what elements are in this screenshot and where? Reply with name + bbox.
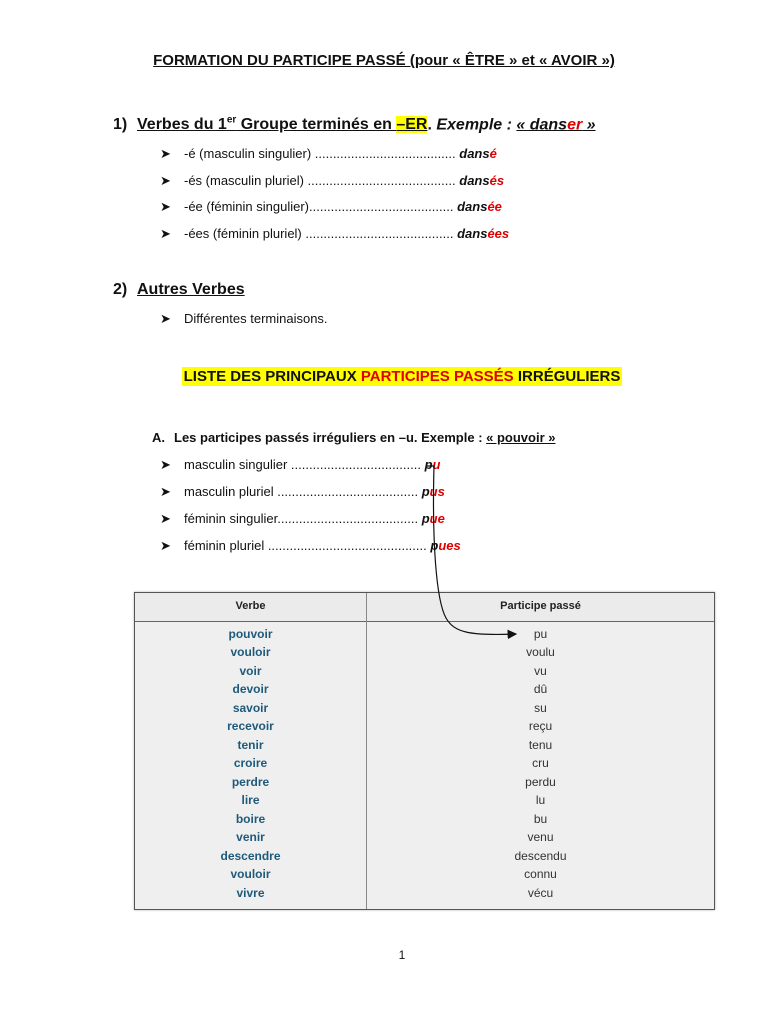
arrowhead-bullet-icon: ➤ xyxy=(160,457,171,472)
bullet-text: masculin pluriel ....................................... xyxy=(184,484,419,499)
answer-stem: p xyxy=(430,538,439,553)
answer-stem: dans xyxy=(457,226,488,241)
verb-cell: venir xyxy=(236,830,265,844)
answer-ending: us xyxy=(429,484,445,499)
section-1-example-close: » xyxy=(582,116,596,134)
participle-cell: vu xyxy=(534,664,547,678)
bullet-text: masculin singulier .................................... xyxy=(184,457,421,472)
table-header-participe: Participe passé xyxy=(500,600,581,612)
table-header-verbe: Verbe xyxy=(235,600,266,612)
answer-stem: p xyxy=(424,457,433,472)
section-1-dot: . xyxy=(427,116,432,134)
participle-cell: descendu xyxy=(514,849,567,863)
page-number: 1 xyxy=(398,948,406,962)
bullet-text: -és (masculin pluriel) ......................................... xyxy=(184,173,456,188)
answer-stem: p xyxy=(421,484,430,499)
answer-ending: u xyxy=(432,457,441,472)
verb-cell: savoir xyxy=(232,701,269,715)
verb-cell: descendre xyxy=(220,849,281,863)
answer-stem: dans xyxy=(457,199,488,214)
section-1-superscript: er xyxy=(226,115,237,126)
arrowhead-bullet-icon: ➤ xyxy=(160,173,171,188)
participle-cell: vécu xyxy=(527,886,554,900)
verb-cell: vouloir xyxy=(230,867,271,881)
verb-cell: perdre xyxy=(231,775,270,789)
section-1-label: Verbes du 1 xyxy=(137,116,227,134)
bullet-text: -é (masculin singulier) ....................................... xyxy=(184,146,456,161)
answer-ending: és xyxy=(489,173,505,188)
section-1-example-ending: er xyxy=(567,116,583,134)
arrowhead-bullet-icon: ➤ xyxy=(160,199,171,214)
arrowhead-bullet-icon: ➤ xyxy=(160,484,171,499)
verb-cell: pouvoir xyxy=(228,627,273,641)
participle-cell: voulu xyxy=(526,645,555,659)
answer-stem: p xyxy=(421,511,430,526)
bullet-text: Différentes terminaisons. xyxy=(184,311,328,326)
participle-cell: bu xyxy=(533,812,548,826)
verb-cell: lire xyxy=(241,793,260,807)
verb-cell: devoir xyxy=(232,682,269,696)
answer-ending: é xyxy=(489,146,497,161)
bullet-text: -ées (féminin pluriel) ......................................... xyxy=(184,226,454,241)
participle-cell: cru xyxy=(532,756,549,770)
participle-cell: dû xyxy=(533,682,548,696)
arrowhead-bullet-icon: ➤ xyxy=(160,511,171,526)
arrowhead-bullet-icon: ➤ xyxy=(160,146,171,161)
list-heading-part1: LISTE DES PRINCIPAUX xyxy=(183,368,361,385)
section-2-label: Autres Verbes xyxy=(137,281,245,298)
bullet-text: féminin singulier....................................... xyxy=(184,511,419,526)
participle-cell: pu xyxy=(533,627,548,641)
arrowhead-bullet-icon: ➤ xyxy=(160,311,171,326)
list-heading-part3: IRRÉGULIERS xyxy=(513,368,621,385)
bullet-text: féminin pluriel ............................................ xyxy=(184,538,427,553)
participle-cell: connu xyxy=(524,867,557,881)
participle-cell: lu xyxy=(535,793,546,807)
answer-stem: dans xyxy=(459,173,490,188)
section-1-label-cont: Groupe terminés en xyxy=(236,116,397,134)
answer-stem: dans xyxy=(459,146,490,161)
subsection-a-example: « pouvoir » xyxy=(486,430,556,445)
verb-cell: boire xyxy=(235,812,266,826)
section-1-example-label: Exemple : xyxy=(431,116,517,134)
answer-ending: ues xyxy=(438,538,461,553)
arrowhead-bullet-icon: ➤ xyxy=(160,226,171,241)
section-1-example-stem: « dans xyxy=(516,116,568,134)
bullet-text: -ée (féminin singulier)........................................ xyxy=(184,199,454,214)
answer-ending: ue xyxy=(429,511,445,526)
participle-cell: tenu xyxy=(528,738,553,752)
participle-cell: su xyxy=(534,701,547,715)
list-heading-part2: PARTICIPES PASSÉS xyxy=(360,368,514,385)
participle-cell: venu xyxy=(527,830,554,844)
verb-cell: tenir xyxy=(237,738,264,752)
verb-cell: vivre xyxy=(236,886,265,900)
answer-ending: ée xyxy=(487,199,502,214)
section-2-number: 2) xyxy=(113,281,128,298)
answer-ending: ées xyxy=(487,226,510,241)
verb-cell: recevoir xyxy=(227,719,274,733)
verb-cell: vouloir xyxy=(230,645,271,659)
section-1-number: 1) xyxy=(113,116,128,134)
subsection-a-letter: A. xyxy=(152,430,165,445)
arrowhead-bullet-icon: ➤ xyxy=(160,538,171,553)
subsection-a-text: Les participes passés irréguliers en –u. Exemple : xyxy=(174,430,487,445)
page-title-text: FORMATION DU PARTICIPE PASSÉ (pour « ÊTRE » et « AVOIR ») xyxy=(153,52,615,69)
participle-cell: reçu xyxy=(528,719,553,733)
verb-cell: croire xyxy=(233,756,268,770)
section-1-er-highlight: –ER xyxy=(396,116,428,134)
verb-cell: voir xyxy=(239,664,262,678)
participle-cell: perdu xyxy=(525,775,556,789)
